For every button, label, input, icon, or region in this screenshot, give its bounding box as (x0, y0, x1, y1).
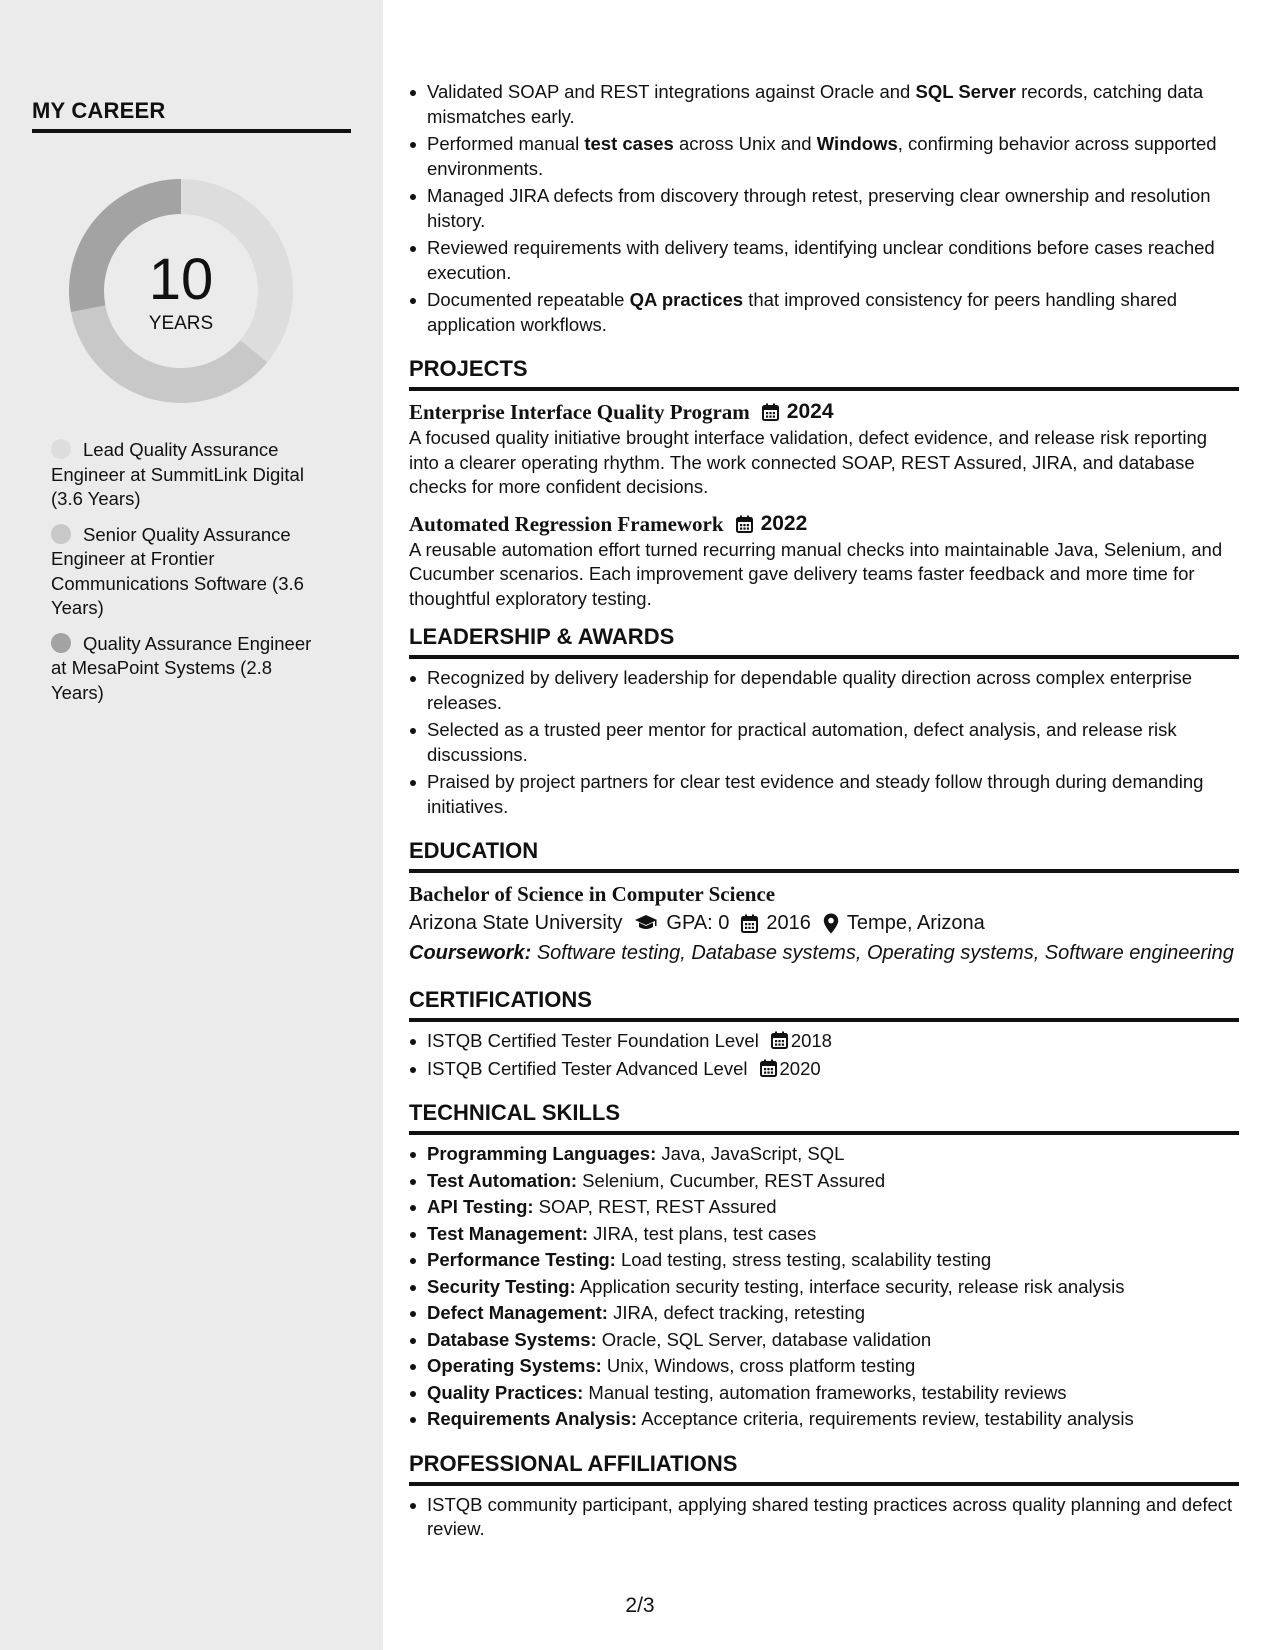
bold-keyword: Windows (816, 133, 898, 154)
certification-year: 2018 (790, 1030, 832, 1051)
leadership-item: Praised by project partners for clear test evidence and steady follow through during demanding initiatives. (409, 770, 1239, 819)
project-name: Enterprise Interface Quality Program (409, 400, 750, 424)
career-list (51, 438, 321, 716)
project-title (409, 510, 1239, 538)
affiliation-item: ISTQB community participant, applying shared testing practices across quality planning and defect review. (409, 1493, 1239, 1542)
project-description: A reusable automation effort turned recurring manual checks into maintainable Java, Selenium, and Cucumber scenarios. Each improvement gave delivery teams faster feedback and more time for thoughtful exploratory testing. (409, 538, 1223, 609)
skill-label: Database Systems: (427, 1328, 597, 1350)
skill-item (409, 1169, 1239, 1194)
section-rule (409, 387, 1239, 391)
skill-value: Acceptance criteria, requirements review, testability analysis (637, 1408, 1134, 1429)
certification-item (409, 1057, 1239, 1082)
career-item (51, 632, 321, 706)
bold-keyword: SQL Server (915, 81, 1016, 102)
calendar-icon (771, 1031, 788, 1049)
affiliations-list (409, 1493, 1239, 1542)
bullet-text: records, catching data mismatches early. (427, 81, 1204, 127)
skill-item (409, 1381, 1239, 1406)
career-dot (51, 524, 71, 544)
skill-label: API Testing: (427, 1196, 534, 1217)
experience-bullet (409, 80, 1239, 129)
skill-label: Programming Languages: (427, 1143, 657, 1164)
skill-label: Performance Testing: (427, 1249, 616, 1270)
coursework-label: Coursework: (409, 942, 532, 964)
skill-label: Test Automation: (427, 1169, 578, 1191)
skill-item (409, 1407, 1239, 1432)
bullet-text: Validated SOAP and REST integrations against Oracle and (427, 81, 916, 102)
skill-label: Security Testing: (427, 1275, 576, 1297)
bullet-text: across Unix and (673, 133, 817, 154)
project-year: 2024 (786, 400, 834, 423)
experience-bullet (409, 288, 1239, 337)
leadership-title: LEADERSHIP & AWARDS (409, 624, 675, 649)
project-name: Automated Regression Framework (409, 511, 724, 536)
education-school: Arizona State University (409, 912, 623, 934)
skill-value: Application security testing, interface security, release risk analysis (575, 1275, 1125, 1297)
skill-label: Requirements Analysis: (427, 1408, 638, 1429)
years-label: YEARS (148, 313, 214, 334)
education-coursework (409, 938, 1239, 968)
sidebar-title-rule (32, 129, 351, 133)
skill-item (409, 1248, 1239, 1273)
certification-name: ISTQB Certified Tester Advanced Level (427, 1057, 748, 1079)
skill-value: Oracle, SQL Server, database validation (596, 1328, 932, 1350)
certifications-title: CERTIFICATIONS (409, 987, 592, 1012)
calendar-icon (741, 914, 758, 933)
bullet-text: that improved consistency for peers handling shared application workflows. (427, 289, 1178, 335)
career-text: Senior Quality Assurance Engineer at Frontier Communications Software (3.6 Years) (51, 523, 304, 618)
coursework-list: Software testing, Database systems, Operating systems, Software engineering (536, 942, 1234, 964)
years-value: 10 (148, 247, 214, 312)
education-location: Tempe, Arizona (846, 912, 985, 934)
certifications-list (409, 1029, 1239, 1081)
section-rule (409, 869, 1239, 873)
skills-title: TECHNICAL SKILLS (409, 1100, 621, 1125)
career-dot (51, 633, 71, 653)
leadership-item: Recognized by delivery leadership for dependable quality direction across complex enterprise releases. (409, 666, 1239, 715)
bold-keyword: QA practices (629, 289, 744, 310)
skill-item (409, 1142, 1239, 1167)
section-rule (409, 1131, 1239, 1135)
bullet-text: Reviewed requirements with delivery teams, identifying unclear conditions before cases reached execution. (427, 237, 1215, 283)
project-year: 2022 (760, 511, 808, 535)
projects-title: PROJECTS (409, 356, 528, 381)
calendar-icon (762, 403, 779, 421)
skill-value: Load testing, stress testing, scalability testing (615, 1249, 992, 1270)
experience-bullets (409, 80, 1239, 337)
career-dot (51, 439, 71, 459)
skill-item (409, 1328, 1239, 1353)
graduation-cap-icon (634, 914, 658, 932)
calendar-icon (760, 1059, 777, 1077)
skill-value: Manual testing, automation frameworks, testability reviews (583, 1381, 1067, 1403)
projects-list (409, 398, 1239, 611)
main-content (409, 80, 1239, 1545)
certification-name: ISTQB Certified Tester Foundation Level (427, 1030, 759, 1051)
skill-value: Selenium, Cucumber, REST Assured (577, 1169, 886, 1191)
skill-value: JIRA, defect tracking, retesting (607, 1302, 865, 1323)
project-description: A focused quality initiative brought interface validation, defect evidence, and release risk reporting into a clearer operating rhythm. The work connected SOAP, REST Assured, JIRA, and database checks for more confident decisions. (409, 427, 1208, 497)
calendar-icon (736, 515, 753, 533)
skill-item (409, 1275, 1239, 1300)
affiliations-title: PROFESSIONAL AFFILIATIONS (409, 1450, 738, 1476)
career-item (51, 523, 321, 621)
sidebar-title: MY CAREER (32, 98, 166, 123)
skill-label: Defect Management: (427, 1302, 608, 1323)
experience-bullet (409, 132, 1239, 181)
sidebar (0, 0, 383, 1650)
experience-bullet (409, 184, 1239, 233)
skill-value: Unix, Windows, cross platform testing (601, 1355, 916, 1376)
section-rule (409, 1018, 1239, 1022)
bullet-text: Managed JIRA defects from discovery through retest, preserving clear ownership and resolution history. (427, 185, 1211, 231)
education-year: 2016 (766, 912, 811, 934)
certification-year: 2020 (779, 1057, 821, 1079)
project-title (409, 398, 1239, 426)
bold-keyword: test cases (584, 133, 674, 154)
career-item (51, 438, 321, 512)
skill-value: SOAP, REST, REST Assured (533, 1196, 777, 1217)
experience-bullet (409, 236, 1239, 285)
skill-value: Java, JavaScript, SQL (656, 1143, 845, 1164)
skill-value: JIRA, test plans, test cases (588, 1222, 817, 1244)
skill-item (409, 1301, 1239, 1326)
skill-label: Operating Systems: (427, 1355, 602, 1376)
skill-label: Test Management: (427, 1222, 589, 1244)
certification-item (409, 1029, 1239, 1054)
education-title: EDUCATION (409, 838, 539, 863)
leadership-item: Selected as a trusted peer mentor for practical automation, defect analysis, and release risk discussions. (409, 718, 1239, 767)
bullet-text: , confirming behavior across supported environments. (427, 133, 1217, 179)
bullet-text: Performed manual (427, 133, 585, 154)
education-details (409, 908, 1239, 938)
skill-label: Quality Practices: (427, 1381, 584, 1403)
bullet-text: Documented repeatable (427, 289, 630, 310)
skills-list (409, 1142, 1239, 1432)
section-rule (409, 1482, 1239, 1486)
career-text: Quality Assurance Engineer at MesaPoint Systems (2.8 Years) (51, 632, 312, 703)
location-pin-icon (823, 913, 839, 934)
leadership-list (409, 666, 1239, 819)
skill-item (409, 1195, 1239, 1220)
education-gpa: GPA: 0 (666, 912, 730, 934)
education-degree: Bachelor of Science in Computer Science (409, 882, 776, 906)
page-number: 2/3 (625, 1594, 655, 1617)
career-text: Lead Quality Assurance Engineer at SummitLink Digital (3.6 Years) (51, 439, 304, 509)
skill-item (409, 1354, 1239, 1379)
section-rule (409, 655, 1239, 659)
skill-item (409, 1222, 1239, 1247)
